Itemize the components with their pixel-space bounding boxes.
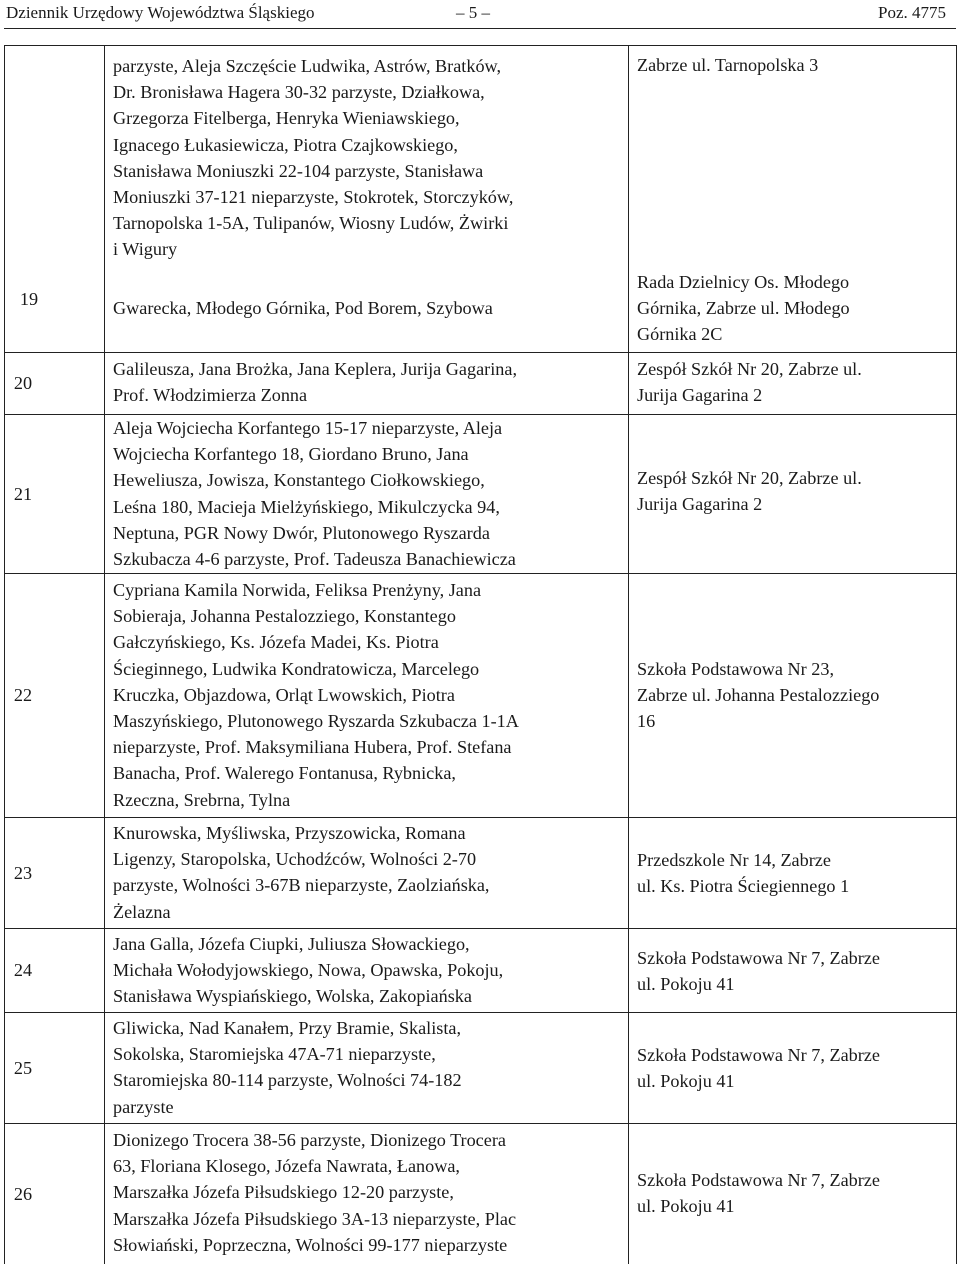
table-row: [0, 45, 960, 260]
street-list: parzyste, Aleja Szczęście Ludwika, Astrów, Bratków, Dr. Bronisława Hagera 30-32 parzyste, Działkowa, Grzegorza Fitelberga, Henryka Wieniawskiego, Ignacego Łukasiewicza, Piotra Czajkowskiego, Stanisława Moniuszki 22-104 parzyste, Stanisława Moniuszki 37-121 nieparzyste, Stokrotek, Storczyków, Tarnopolska 1-5A, Tulipanów, Wiosny Ludów, Żwirki i Wigury: [113, 56, 514, 260]
position-number: Poz. 4775: [878, 3, 946, 22]
district-number: 24: [13, 959, 33, 980]
table-row: [0, 1012, 960, 1123]
page-header: [0, 0, 960, 30]
polling-station-address: Szkoła Podstawowa Nr 7, Zabrze ul. Pokoju 41: [637, 1045, 880, 1092]
polling-districts-table: [0, 45, 960, 1264]
header-rule: [4, 28, 956, 29]
street-list: Dionizego Trocera 38-56 parzyste, Dionizego Trocera 63, Floriana Klosego, Józefa Nawrata, Łanowa, Marszałka Józefa Piłsudskiego 12-20 parzyste, Marszałka Józefa Piłsudskiego 3A-13 nieparzyste, Plac Słowiański, Poprzeczna, Wolności 99-177 nieparzyste: [113, 1130, 517, 1255]
polling-station-address: Szkoła Podstawowa Nr 7, Zabrze ul. Pokoju 41: [637, 948, 880, 995]
street-list: Galileusza, Jana Brożka, Jana Keplera, Jurija Gagarina, Prof. Włodzimierza Zonna: [113, 359, 517, 406]
district-number: 19: [19, 288, 39, 309]
polling-station-address: Szkoła Podstawowa Nr 7, Zabrze ul. Pokoju 41: [637, 1170, 880, 1217]
street-list: Gliwicka, Nad Kanałem, Przy Bramie, Skalista, Sokolska, Staromiejska 47A-71 nieparzyste, Staromiejska 80-114 parzyste, Wolności 74-182 parzyste: [113, 1018, 462, 1117]
street-list: Gwarecka, Młodego Górnika, Pod Borem, Szybowa: [113, 298, 493, 318]
district-number: 25: [13, 1057, 33, 1078]
polling-station-address: Przedszkole Nr 14, Zabrze ul. Ks. Piotra Ściegiennego 1: [637, 850, 850, 897]
district-number: 21: [13, 483, 33, 504]
table-row: [0, 817, 960, 928]
table-row: [0, 928, 960, 1012]
polling-station-address: Zabrze ul. Tarnopolska 3: [637, 55, 819, 75]
table-row: [0, 1123, 960, 1264]
table-row: [0, 352, 960, 414]
street-list: Jana Galla, Józefa Ciupki, Juliusza Słowackiego, Michała Wołodyjowskiego, Nowa, Opawska, Pokoju, Stanisława Wyspiańskiego, Wolska, Zakopiańska: [113, 934, 504, 1007]
polling-station-address: Szkoła Podstawowa Nr 23, Zabrze ul. Johanna Pestalozziego 16: [637, 659, 880, 732]
polling-station-address: Zespół Szkół Nr 20, Zabrze ul. Jurija Gagarina 2: [637, 359, 862, 406]
district-number: 26: [13, 1183, 33, 1204]
street-list: Cypriana Kamila Norwida, Feliksa Prenżyny, Jana Sobieraja, Johanna Pestalozziego, Konstantego Gałczyńskiego, Ks. Józefa Madei, Ks. Piotra Ścieginnego, Ludwika Kondratowicza, Marcelego Kruczka, Objazdowa, Orląt Lwowskich, Piotra Maszyńskiego, Plutonowego Ryszarda Szkubacza 1-1A nieparzyste, Prof. Maksymiliana Hubera, Prof. Stefana Banacha, Prof. Walerego Fontanusa, Rybnicka, Rzeczna, Srebrna, Tylna: [113, 580, 519, 810]
district-number: 22: [13, 684, 33, 705]
table-row: [0, 414, 960, 573]
district-number: 20: [13, 372, 33, 393]
table-row: [0, 246, 960, 352]
journal-title: Dziennik Urzędowy Województwa Śląskiego: [6, 3, 315, 22]
district-number: 23: [13, 862, 33, 883]
street-list: Knurowska, Myśliwska, Przyszowicka, Romana Ligenzy, Staropolska, Uchodźców, Wolności 2-70 parzyste, Wolności 3-67B nieparzyste, Zaolziańska, Żelazna: [113, 823, 490, 922]
polling-station-address: Rada Dzielnicy Os. Młodego Górnika, Zabrze ul. Młodego Górnika 2C: [637, 272, 850, 345]
table-row: [0, 573, 960, 817]
polling-station-address: Zespół Szkół Nr 20, Zabrze ul. Jurija Gagarina 2: [637, 468, 862, 515]
street-list: Aleja Wojciecha Korfantego 15-17 nieparzyste, Aleja Wojciecha Korfantego 18, Giordano Bruno, Jana Heweliusza, Jowisza, Konstantego Ciołkowskiego, Leśna 180, Macieja Mielżyńskiego, Mikulczycka 94, Neptuna, PGR Nowy Dwór, Plutonowego Ryszarda Szkubacza 4-6 parzyste, Prof. Tadeusza Banachiewicza: [113, 418, 516, 570]
page-number: – 5 –: [456, 3, 490, 22]
